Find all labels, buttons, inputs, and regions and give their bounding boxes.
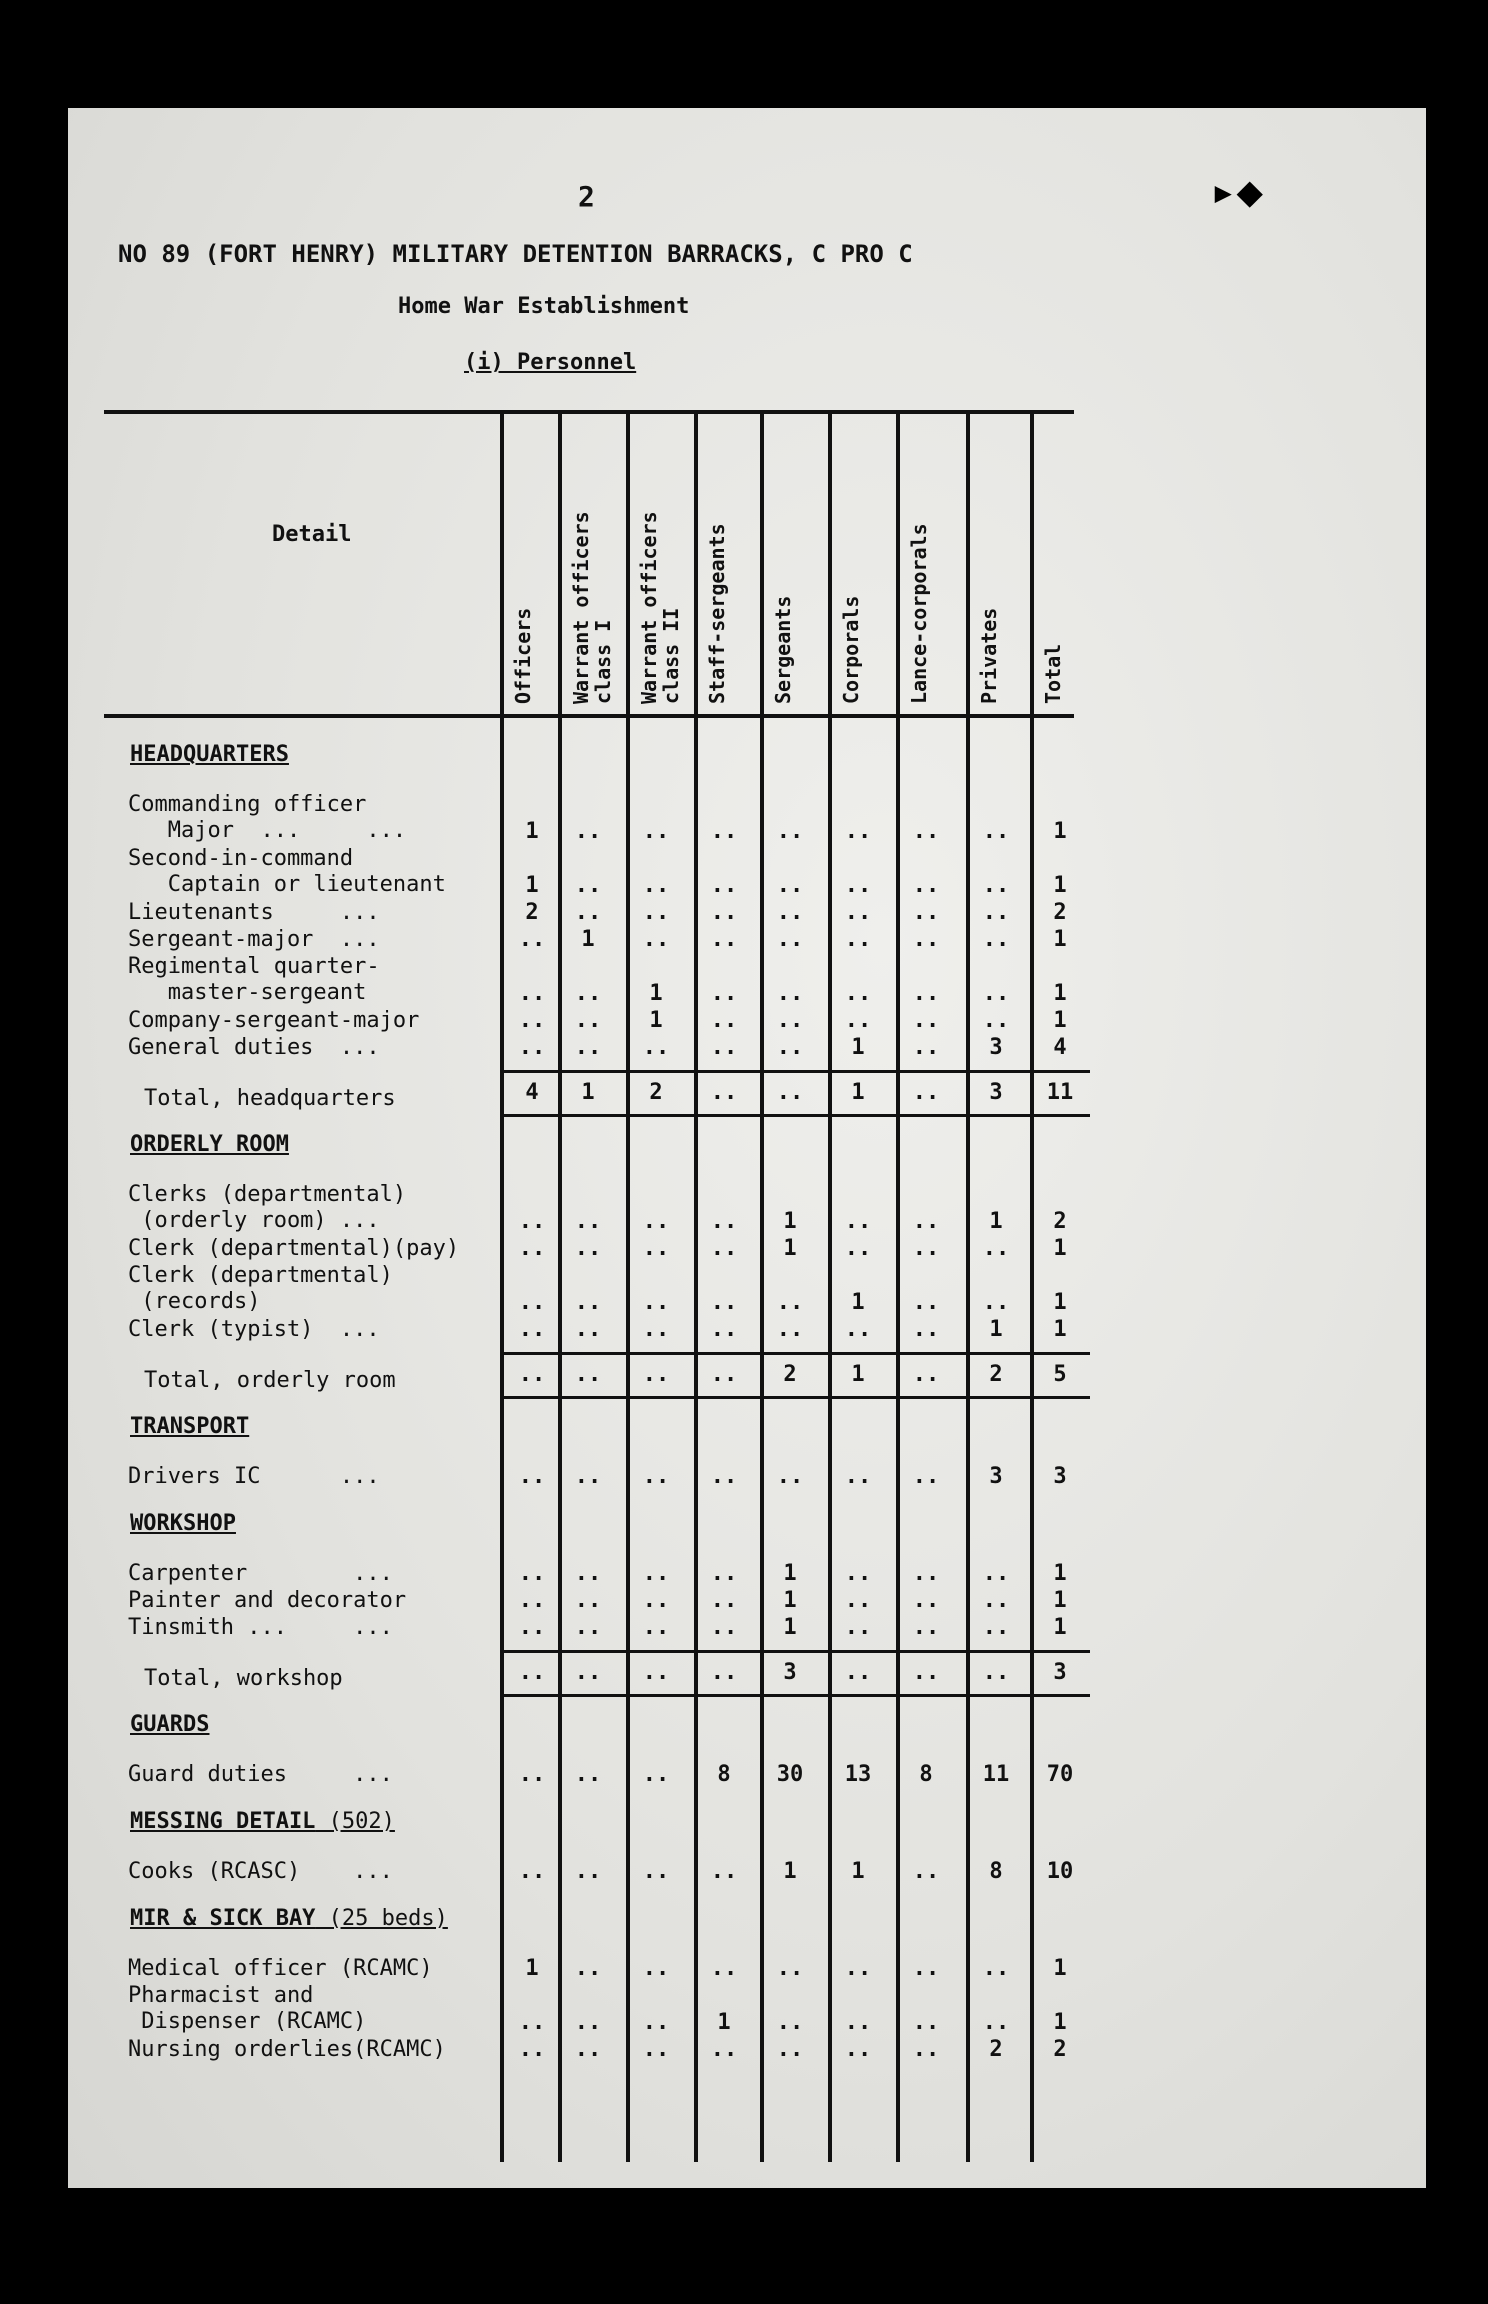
- table-cell: 1: [1053, 1615, 1067, 1640]
- table-cell: ..: [912, 1561, 940, 1586]
- table-cell: ..: [518, 1561, 546, 1586]
- row-label: Cooks (RCASC) ...: [128, 1859, 393, 1884]
- total-cell: 1: [581, 1080, 595, 1105]
- table-cell: ..: [844, 2010, 872, 2035]
- table-cell: ..: [776, 1008, 804, 1033]
- section-heading-text: WORKSHOP: [130, 1511, 236, 1536]
- table-cell: ..: [518, 981, 546, 1006]
- table-cell: ..: [574, 819, 602, 844]
- table-cell: ..: [574, 1008, 602, 1033]
- row-label: Medical officer (RCAMC): [128, 1956, 433, 1981]
- row-label: Company-sergeant-major: [128, 1008, 420, 1033]
- table-cell: ..: [776, 873, 804, 898]
- total-cell: 11: [1046, 1080, 1074, 1105]
- table-cell: 3: [989, 1464, 1003, 1489]
- table-cell: ..: [710, 900, 738, 925]
- table-cell: ..: [776, 1317, 804, 1342]
- table-top-rule: [104, 410, 1074, 414]
- column-header: Sergeants: [771, 595, 795, 704]
- table-cell: ..: [844, 1956, 872, 1981]
- section-heading-text: TRANSPORT: [130, 1414, 250, 1439]
- section-heading-text: ORDERLY ROOM: [130, 1132, 289, 1157]
- column-divider: [1030, 410, 1034, 2162]
- table-cell: 1: [1053, 1008, 1067, 1033]
- total-cell: ..: [912, 1660, 940, 1685]
- table-cell: ..: [982, 1561, 1010, 1586]
- table-cell: ..: [776, 900, 804, 925]
- table-cell: ..: [912, 1035, 940, 1060]
- table-cell: ..: [776, 981, 804, 1006]
- table-cell: 3: [1053, 1464, 1067, 1489]
- row-label: Commanding officer Major ... ...: [128, 792, 407, 843]
- total-cell: ..: [912, 1362, 940, 1387]
- total-cell: ..: [574, 1660, 602, 1685]
- section-heading-text: HEADQUARTERS: [130, 742, 289, 767]
- table-cell: ..: [642, 927, 670, 952]
- table-cell: ..: [642, 1561, 670, 1586]
- table-cell: ..: [912, 2010, 940, 2035]
- table-cell: ..: [574, 1209, 602, 1234]
- total-cell: 5: [1053, 1362, 1067, 1387]
- total-cell: ..: [912, 1080, 940, 1105]
- total-bottom-rule: [500, 1396, 1090, 1399]
- table-cell: ..: [642, 2037, 670, 2062]
- table-cell: 1: [581, 927, 595, 952]
- total-cell: ..: [574, 1362, 602, 1387]
- table-cell: ..: [574, 873, 602, 898]
- table-cell: ..: [912, 1290, 940, 1315]
- table-cell: ..: [982, 819, 1010, 844]
- table-cell: ..: [574, 1317, 602, 1342]
- section-heading: [130, 1712, 209, 1737]
- table-cell: ..: [518, 1317, 546, 1342]
- section-heading-note: (502): [315, 1809, 395, 1834]
- total-cell: 2: [649, 1080, 663, 1105]
- table-cell: 1: [1053, 2010, 1067, 2035]
- table-cell: 8: [717, 1762, 731, 1787]
- table-cell: ..: [518, 2037, 546, 2062]
- table-cell: ..: [710, 1956, 738, 1981]
- table-cell: ..: [518, 1762, 546, 1787]
- table-cell: ..: [642, 1464, 670, 1489]
- table-cell: ..: [642, 2010, 670, 2035]
- total-cell: ..: [710, 1080, 738, 1105]
- section-heading: [130, 1511, 236, 1536]
- table-cell: ..: [710, 1236, 738, 1261]
- total-cell: ..: [710, 1660, 738, 1685]
- table-cell: ..: [574, 1035, 602, 1060]
- table-cell: ..: [574, 1290, 602, 1315]
- table-cell: 1: [783, 1561, 797, 1586]
- table-cell: ..: [844, 1236, 872, 1261]
- table-cell: 1: [1053, 1290, 1067, 1315]
- column-divider: [626, 410, 630, 2162]
- table-cell: ..: [912, 1464, 940, 1489]
- total-cell: 1: [851, 1080, 865, 1105]
- column-divider: [558, 410, 562, 2162]
- total-top-rule: [500, 1070, 1090, 1073]
- table-cell: ..: [912, 900, 940, 925]
- table-cell: ..: [912, 1317, 940, 1342]
- table-cell: ..: [518, 1464, 546, 1489]
- table-cell: ..: [642, 1588, 670, 1613]
- table-cell: ..: [776, 927, 804, 952]
- total-cell: ..: [776, 1080, 804, 1105]
- total-bottom-rule: [500, 1114, 1090, 1117]
- table-cell: ..: [710, 1209, 738, 1234]
- row-label: Second-in-command Captain or lieutenant: [128, 846, 446, 897]
- table-cell: ..: [518, 1588, 546, 1613]
- table-cell: ..: [982, 1008, 1010, 1033]
- table-cell: ..: [844, 1588, 872, 1613]
- table-cell: ..: [982, 1956, 1010, 1981]
- table-cell: 1: [783, 1615, 797, 1640]
- table-cell: 1: [1053, 1236, 1067, 1261]
- row-label: Tinsmith ... ...: [128, 1615, 393, 1640]
- row-label: Regimental quarter- master-sergeant: [128, 954, 380, 1005]
- table-cell: 1: [1053, 1588, 1067, 1613]
- column-header: Lance-corporals: [907, 523, 931, 704]
- total-cell: ..: [518, 1362, 546, 1387]
- table-cell: ..: [776, 1035, 804, 1060]
- table-cell: ..: [912, 1236, 940, 1261]
- table-cell: ..: [518, 2010, 546, 2035]
- total-cell: 2: [783, 1362, 797, 1387]
- row-label: Clerk (typist) ...: [128, 1317, 380, 1342]
- table-cell: 1: [525, 873, 539, 898]
- table-cell: ..: [982, 927, 1010, 952]
- row-label: General duties ...: [128, 1035, 380, 1060]
- total-cell: 3: [989, 1080, 1003, 1105]
- table-cell: ..: [912, 981, 940, 1006]
- column-header: Warrant officers class II: [637, 511, 683, 704]
- table-cell: ..: [912, 1859, 940, 1884]
- table-cell: ..: [642, 1859, 670, 1884]
- table-cell: ..: [844, 981, 872, 1006]
- total-cell: 3: [783, 1660, 797, 1685]
- table-cell: ..: [642, 1209, 670, 1234]
- table-cell: ..: [574, 1236, 602, 1261]
- table-cell: 1: [1053, 1956, 1067, 1981]
- table-cell: ..: [642, 819, 670, 844]
- table-cell: ..: [642, 900, 670, 925]
- column-header: Privates: [977, 607, 1001, 704]
- total-cell: ..: [642, 1362, 670, 1387]
- table-cell: ..: [574, 981, 602, 1006]
- table-cell: 1: [989, 1317, 1003, 1342]
- column-divider: [966, 410, 970, 2162]
- table-cell: ..: [982, 2010, 1010, 2035]
- table-cell: 10: [1046, 1859, 1074, 1884]
- column-divider: [694, 410, 698, 2162]
- section-heading-text: MESSING DETAIL: [130, 1809, 316, 1834]
- table-cell: ..: [710, 819, 738, 844]
- table-cell: ..: [518, 1035, 546, 1060]
- table-cell: ..: [982, 1615, 1010, 1640]
- table-cell: ..: [982, 981, 1010, 1006]
- table-cell: ..: [844, 1008, 872, 1033]
- table-cell: 2: [525, 900, 539, 925]
- table-cell: 3: [989, 1035, 1003, 1060]
- table-cell: ..: [776, 819, 804, 844]
- row-label: Clerk (departmental)(pay): [128, 1236, 460, 1261]
- page-number: 2: [578, 180, 595, 213]
- table-cell: ..: [844, 2037, 872, 2062]
- table-cell: ..: [518, 1209, 546, 1234]
- ink-mark: ▸◆: [1210, 166, 1263, 217]
- table-cell: ..: [912, 1588, 940, 1613]
- table-cell: 1: [649, 1008, 663, 1033]
- table-cell: ..: [642, 1236, 670, 1261]
- section-heading: [130, 1809, 395, 1834]
- table-cell: ..: [710, 1008, 738, 1033]
- section-heading-note: (25 beds): [315, 1906, 448, 1931]
- table-cell: ..: [776, 1464, 804, 1489]
- table-cell: ..: [710, 927, 738, 952]
- section-heading: [130, 742, 289, 767]
- row-label: Drivers IC ...: [128, 1464, 380, 1489]
- total-label: Total, headquarters: [144, 1086, 396, 1111]
- table-cell: 1: [783, 1236, 797, 1261]
- table-cell: ..: [982, 900, 1010, 925]
- table-cell: 1: [783, 1209, 797, 1234]
- table-cell: ..: [776, 2010, 804, 2035]
- table-cell: 1: [851, 1859, 865, 1884]
- total-cell: ..: [710, 1362, 738, 1387]
- total-cell: ..: [642, 1660, 670, 1685]
- table-cell: 2: [1053, 900, 1067, 925]
- table-cell: ..: [710, 1290, 738, 1315]
- table-cell: ..: [518, 1236, 546, 1261]
- row-label: Sergeant-major ...: [128, 927, 380, 952]
- table-cell: 1: [1053, 819, 1067, 844]
- row-label: Painter and decorator: [128, 1588, 407, 1613]
- section-heading-text: MIR & SICK BAY: [130, 1906, 316, 1931]
- table-cell: ..: [710, 2037, 738, 2062]
- row-label: Clerk (departmental) (records): [128, 1263, 393, 1314]
- table-cell: ..: [642, 873, 670, 898]
- row-label: Nursing orderlies(RCAMC): [128, 2037, 446, 2062]
- total-cell: 1: [851, 1362, 865, 1387]
- column-divider: [828, 410, 832, 2162]
- section-title: (i) Personnel: [464, 350, 637, 375]
- column-divider: [500, 410, 504, 2162]
- table-cell: ..: [642, 1956, 670, 1981]
- table-cell: ..: [574, 1561, 602, 1586]
- total-top-rule: [500, 1352, 1090, 1355]
- table-cell: 1: [1053, 927, 1067, 952]
- table-cell: 1: [1053, 873, 1067, 898]
- table-cell: ..: [982, 1588, 1010, 1613]
- section-heading: [130, 1414, 249, 1439]
- table-cell: 4: [1053, 1035, 1067, 1060]
- total-cell: 3: [1053, 1660, 1067, 1685]
- header-bottom-rule: [104, 714, 1074, 718]
- table-cell: ..: [912, 873, 940, 898]
- table-cell: 1: [1053, 981, 1067, 1006]
- document-title: NO 89 (FORT HENRY) MILITARY DETENTION BARRACKS, C PRO C: [118, 240, 913, 268]
- table-cell: ..: [844, 1615, 872, 1640]
- table-cell: 1: [851, 1290, 865, 1315]
- table-cell: ..: [710, 1859, 738, 1884]
- table-cell: 11: [982, 1762, 1010, 1787]
- column-divider: [896, 410, 900, 2162]
- table-cell: ..: [518, 927, 546, 952]
- table-cell: ..: [710, 1561, 738, 1586]
- table-cell: ..: [844, 873, 872, 898]
- table-cell: ..: [982, 1290, 1010, 1315]
- table-cell: 2: [989, 2037, 1003, 2062]
- table-cell: ..: [642, 1615, 670, 1640]
- table-cell: ..: [844, 1561, 872, 1586]
- table-cell: 1: [525, 1956, 539, 1981]
- total-label: Total, orderly room: [144, 1368, 396, 1393]
- row-label: Lieutenants ...: [128, 900, 380, 925]
- section-heading: [130, 1906, 448, 1931]
- table-cell: 1: [717, 2010, 731, 2035]
- table-cell: ..: [844, 1317, 872, 1342]
- total-cell: 2: [989, 1362, 1003, 1387]
- table-cell: 1: [783, 1859, 797, 1884]
- table-cell: 1: [1053, 1561, 1067, 1586]
- table-cell: 8: [989, 1859, 1003, 1884]
- table-cell: 2: [1053, 1209, 1067, 1234]
- column-header: Officers: [511, 607, 535, 704]
- table-cell: ..: [518, 1008, 546, 1033]
- column-divider: [760, 410, 764, 2162]
- table-cell: ..: [574, 1464, 602, 1489]
- table-cell: ..: [844, 819, 872, 844]
- total-label: Total, workshop: [144, 1666, 343, 1691]
- section-heading: [130, 1132, 289, 1157]
- table-cell: ..: [574, 1588, 602, 1613]
- table-cell: ..: [844, 1464, 872, 1489]
- table-cell: 1: [783, 1588, 797, 1613]
- table-cell: ..: [710, 873, 738, 898]
- table-cell: ..: [710, 1588, 738, 1613]
- table-cell: ..: [710, 1615, 738, 1640]
- detail-column-header: Detail: [272, 522, 352, 547]
- column-header: Staff-sergeants: [705, 523, 729, 704]
- table-cell: ..: [912, 1615, 940, 1640]
- table-cell: ..: [912, 1008, 940, 1033]
- table-cell: ..: [642, 1290, 670, 1315]
- table-cell: ..: [776, 1956, 804, 1981]
- table-cell: ..: [982, 1236, 1010, 1261]
- total-top-rule: [500, 1650, 1090, 1653]
- table-cell: ..: [982, 873, 1010, 898]
- table-cell: ..: [642, 1317, 670, 1342]
- table-cell: ..: [574, 1615, 602, 1640]
- document-subtitle: Home War Establishment: [398, 294, 690, 319]
- table-cell: ..: [574, 2037, 602, 2062]
- total-cell: ..: [844, 1660, 872, 1685]
- table-cell: ..: [710, 1317, 738, 1342]
- row-label: Clerks (departmental) (orderly room) ...: [128, 1182, 407, 1233]
- table-cell: ..: [912, 2037, 940, 2062]
- table-cell: ..: [574, 900, 602, 925]
- table-cell: ..: [518, 1615, 546, 1640]
- total-cell: 4: [525, 1080, 539, 1105]
- table-cell: ..: [518, 1859, 546, 1884]
- table-cell: ..: [574, 2010, 602, 2035]
- table-cell: ..: [574, 1956, 602, 1981]
- table-cell: ..: [844, 900, 872, 925]
- table-cell: 1: [525, 819, 539, 844]
- total-cell: ..: [982, 1660, 1010, 1685]
- total-cell: ..: [518, 1660, 546, 1685]
- table-cell: ..: [912, 819, 940, 844]
- table-cell: ..: [642, 1762, 670, 1787]
- table-cell: 70: [1046, 1762, 1074, 1787]
- table-cell: 1: [649, 981, 663, 1006]
- table-cell: 13: [844, 1762, 872, 1787]
- row-label: Guard duties ...: [128, 1762, 393, 1787]
- table-cell: ..: [844, 1209, 872, 1234]
- section-heading-text: GUARDS: [130, 1712, 210, 1737]
- column-header: Warrant officers class I: [569, 511, 615, 704]
- table-cell: ..: [710, 981, 738, 1006]
- table-cell: ..: [574, 1762, 602, 1787]
- table-cell: ..: [776, 1290, 804, 1315]
- column-header: Corporals: [839, 595, 863, 704]
- table-cell: ..: [776, 2037, 804, 2062]
- table-cell: ..: [912, 927, 940, 952]
- table-cell: 30: [776, 1762, 804, 1787]
- table-cell: 1: [989, 1209, 1003, 1234]
- column-header: Total: [1041, 643, 1065, 704]
- row-label: Pharmacist and Dispenser (RCAMC): [128, 1983, 367, 2034]
- table-cell: ..: [710, 1464, 738, 1489]
- table-cell: 2: [1053, 2037, 1067, 2062]
- table-cell: ..: [912, 1956, 940, 1981]
- table-cell: ..: [574, 1859, 602, 1884]
- table-cell: 8: [919, 1762, 933, 1787]
- table-cell: ..: [518, 1290, 546, 1315]
- table-cell: ..: [642, 1035, 670, 1060]
- table-cell: ..: [844, 927, 872, 952]
- row-label: Carpenter ...: [128, 1561, 393, 1586]
- table-cell: ..: [710, 1035, 738, 1060]
- table-cell: 1: [851, 1035, 865, 1060]
- table-cell: ..: [912, 1209, 940, 1234]
- table-cell: 1: [1053, 1317, 1067, 1342]
- total-bottom-rule: [500, 1694, 1090, 1697]
